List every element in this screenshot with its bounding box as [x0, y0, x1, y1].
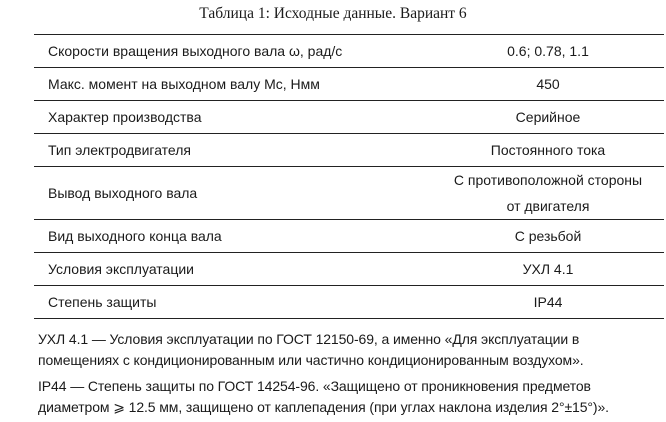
note-climate — [38, 329, 664, 371]
table-row — [34, 35, 664, 68]
table-row — [34, 101, 664, 134]
row-label: Условия эксплуатации — [48, 261, 194, 277]
row-label: Тип электродвигателя — [48, 142, 192, 158]
table-caption: Таблица 1: Исходные данные. Вариант 6 — [199, 5, 467, 22]
row-value: Серийное — [515, 109, 581, 125]
row-value: 0.6; 0.78, 1.1 — [507, 43, 589, 59]
row-label: Скорости вращения выходного вала ω, рад/с — [48, 43, 343, 59]
row-label: Макс. момент на выходном валу Mc, Нмм — [48, 76, 320, 92]
table-row — [34, 253, 664, 286]
row-label: Вид выходного конца вала — [48, 228, 222, 244]
table-row — [34, 220, 664, 253]
row-value-line: от двигателя — [506, 198, 590, 214]
note-line: диаметром ⩾ 12.5 мм, защищено от каплепадения (при углах наклона изделия 2°±15°)». — [38, 399, 609, 415]
note-protection — [38, 376, 664, 418]
row-label: Характер производства — [48, 109, 202, 125]
row-value: IP44 — [533, 294, 563, 310]
row-value: 450 — [536, 76, 560, 92]
note-line: помещениях с кондиционированным или частично кондиционированным воздухом». — [38, 352, 584, 368]
row-label: Вывод выходного вала — [48, 185, 198, 201]
row-value-line: С противоположной стороны — [453, 172, 643, 188]
note-line: IP44 — Степень защиты по ГОСТ 14254-96. «Защищено от проникновения предметов — [38, 378, 591, 394]
row-value — [432, 167, 664, 220]
table-row — [34, 134, 664, 167]
row-label: Степень защиты — [48, 294, 157, 310]
row-value: УХЛ 4.1 — [522, 261, 574, 277]
table-row — [34, 286, 664, 319]
note-line: УХЛ 4.1 — Условия эксплуатации по ГОСТ 12150-69, а именно «Для эксплуатации в — [38, 331, 580, 347]
row-value: Постоянного тока — [490, 142, 606, 158]
spec-table — [34, 34, 664, 319]
table-row — [34, 167, 664, 220]
row-value: С резьбой — [514, 228, 582, 244]
table-row — [34, 68, 664, 101]
